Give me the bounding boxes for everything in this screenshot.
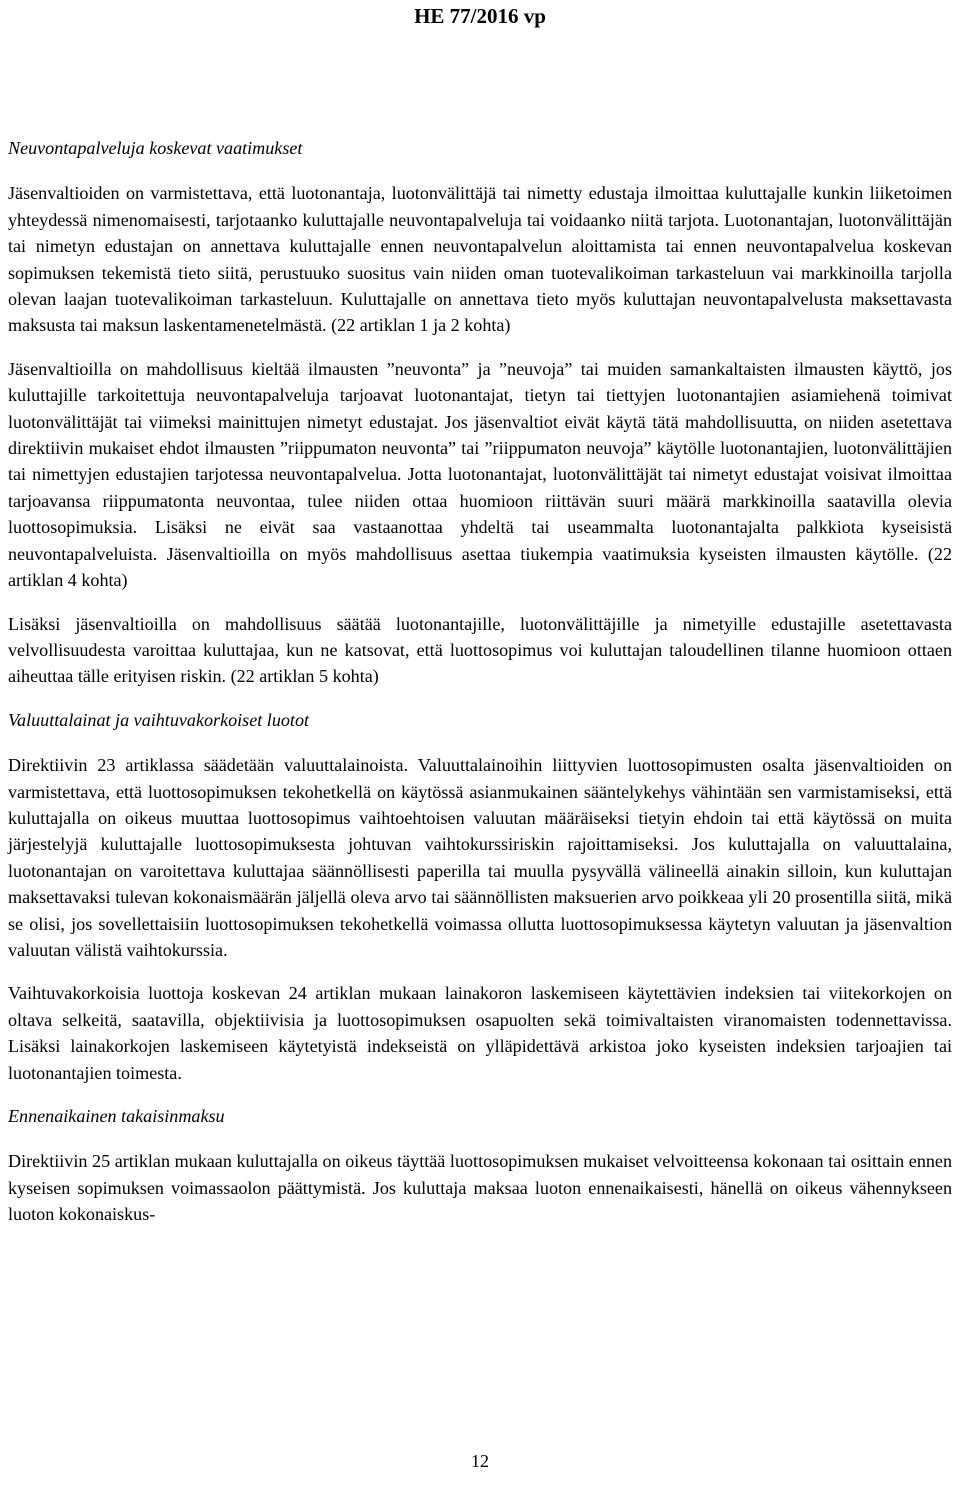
- section-heading: Ennenaikainen takaisinmaksu: [8, 1106, 225, 1126]
- document-header: HE 77/2016 vp: [414, 4, 546, 28]
- body-paragraph: Lisäksi jäsenvaltioilla on mahdollisuus säätää luotonantajille, luotonvälittäjille ja nimetyille edustajille asetettavasta velvollisuudesta varoittaa kuluttajaa, kun ne katsovat, että luottosopimus voi kuluttajan taloudellinen tilanne huomioon ottaen aiheuttaa tälle erityisen riskin. (22 artiklan 5 kohta): [8, 613, 952, 687]
- body-paragraph: Jäsenvaltioiden on varmistettava, että luotonantaja, luotonvälittäjä tai nimetty edustaja ilmoittaa kuluttajalle kunkin liiketoimen yhteydessä nimenomaisesti, tarjotaanko kuluttajalle neuvontapalveluja tai voidaanko niitä tarjota. Luotonantajan, luotonvälittäjän tai nimetyn edustajan on annettava kuluttajalle ennen neuvontapalvelun aloittamista tai ennen neuvontapalvelua koskevan sopimuksen tekemistä tieto siitä, perustuuko suositus vain niiden oman tuotevalikoiman tarkasteluun vai markkinoilla tarjolla olevan laajan tuotevalikoiman tarkasteluun. Kuluttajalle on annettava tieto myös kuluttajan neuvontapalvelusta maksettavasta maksusta tai maksun laskentamenetelmästä. (22 artiklan 1 ja 2 kohta): [8, 183, 952, 336]
- body-paragraph: Direktiivin 23 artiklassa säädetään valuuttalainoista. Valuuttalainoihin liittyvien luottosopimusten osalta jäsenvaltioiden on varmistettava, että luottosopimuksen tekohetkellä on käytössä asianmukainen sääntelykehys vähintään sen varmistamiseksi, että kuluttajalla on oikeus muuttaa luottosopimus vaihtoehtoisen valuutan määräiseksi tietyin ehdoin tai että käytössä on muita järjestelyjä kuluttajalle luottosopimuksesta johtuvan vaihtokurssiriskin rajoittamiseksi. Jos kuluttajalla on valuuttalaina, luotonantajan on varoitettava kuluttajaa säännöllisesti paperilla tai muulla pysyvällä välineellä ainakin silloin, kun kuluttajan maksettavaksi tulevan kokonaismäärän jäljellä oleva arvo tai säännöllisten maksuerien arvo poikkeaa yli 20 prosentilla siitä, mikä se olisi, jos sovellettaisiin luottosopimuksen tekohetkellä voimassa ollutta luottosopimuksessa käytetyn valuutan ja jäsenvaltion valuutan välistä vaihtokurssia.: [8, 755, 952, 960]
- section-heading: Valuuttalainat ja vaihtuvakorkoiset luotot: [8, 709, 310, 730]
- section-ennenaikainen-takaisinmaksu: [8, 1103, 952, 1228]
- section-neuvontapalvelut: [8, 135, 952, 690]
- body-paragraph: Jäsenvaltioilla on mahdollisuus kieltää ilmausten ”neuvonta” ja ”neuvoja” tai muiden samankaltaisten ilmausten käyttö, jos kuluttajille tarkoitettuja neuvontapalveluja tarjoavat luotonantajat, tietyn tai tiettyjen luotonantajien asiamiehenä toimivat luotonvälittäjät tai viimeksi mainittujen nimetyt edustajat. Jos jäsenvaltiot eivät käytä tätä mahdollisuutta, on niiden asetettava direktiivin mukaiset ehdot ilmausten ”riippumaton neuvonta” tai ”riippumaton neuvoja” käytölle luotonantajien, luotonvälittäjien tai nimettyjen edustajien tarjotessa neuvontapalvelua. Jotta luotonantajat, luotonvälittäjät tai nimetyt edustajat voisivat ilmoittaa tarjoavansa riippumatonta neuvontaa, tulee niiden ottaa huomioon riittävän suuri määrä markkinoilla saatavilla olevia luottosopimuksia. Lisäksi ne eivät saa vastaanottaa yhdeltä tai useammalta luotonantajalta palkkiota kyseisistä neuvontapalveluista. Jäsenvaltioilla on myös mahdollisuus asettaa tiukempia vaatimuksia kyseisten ilmausten käytölle. (22 artiklan 4 kohta): [8, 358, 952, 591]
- page-number: 12: [471, 1451, 489, 1471]
- body-paragraph: Direktiivin 25 artiklan mukaan kuluttajalla on oikeus täyttää luottosopimuksen mukaiset velvoitteensa kokonaan tai osittain ennen kyseisen sopimuksen voimassaolon päättymistä. Jos kuluttaja maksaa luoton ennenaikaisesti, hänellä on oikeus vähennykseen luoton kokonaiskus-: [8, 1151, 952, 1225]
- section-heading: Neuvontapalveluja koskevat vaatimukset: [8, 138, 303, 158]
- section-valuuttalainat: [8, 707, 952, 1086]
- body-paragraph: Vaihtuvakorkoisia luottoja koskevan 24 artiklan mukaan lainakoron laskemiseen käytettävien indeksien tai viitekorkojen on oltava selkeitä, saatavilla, objektiivisia ja luottosopimuksen osapuolten sekä toimivaltaisten viranomaisten todennettavissa. Lisäksi lainakorkojen laskemiseen käytetyistä indekseistä on ylläpidettävä arkistoa joko kyseisten indeksien tarjoajien tai luotonantajien toimesta.: [8, 983, 952, 1083]
- document-body: [8, 135, 952, 1245]
